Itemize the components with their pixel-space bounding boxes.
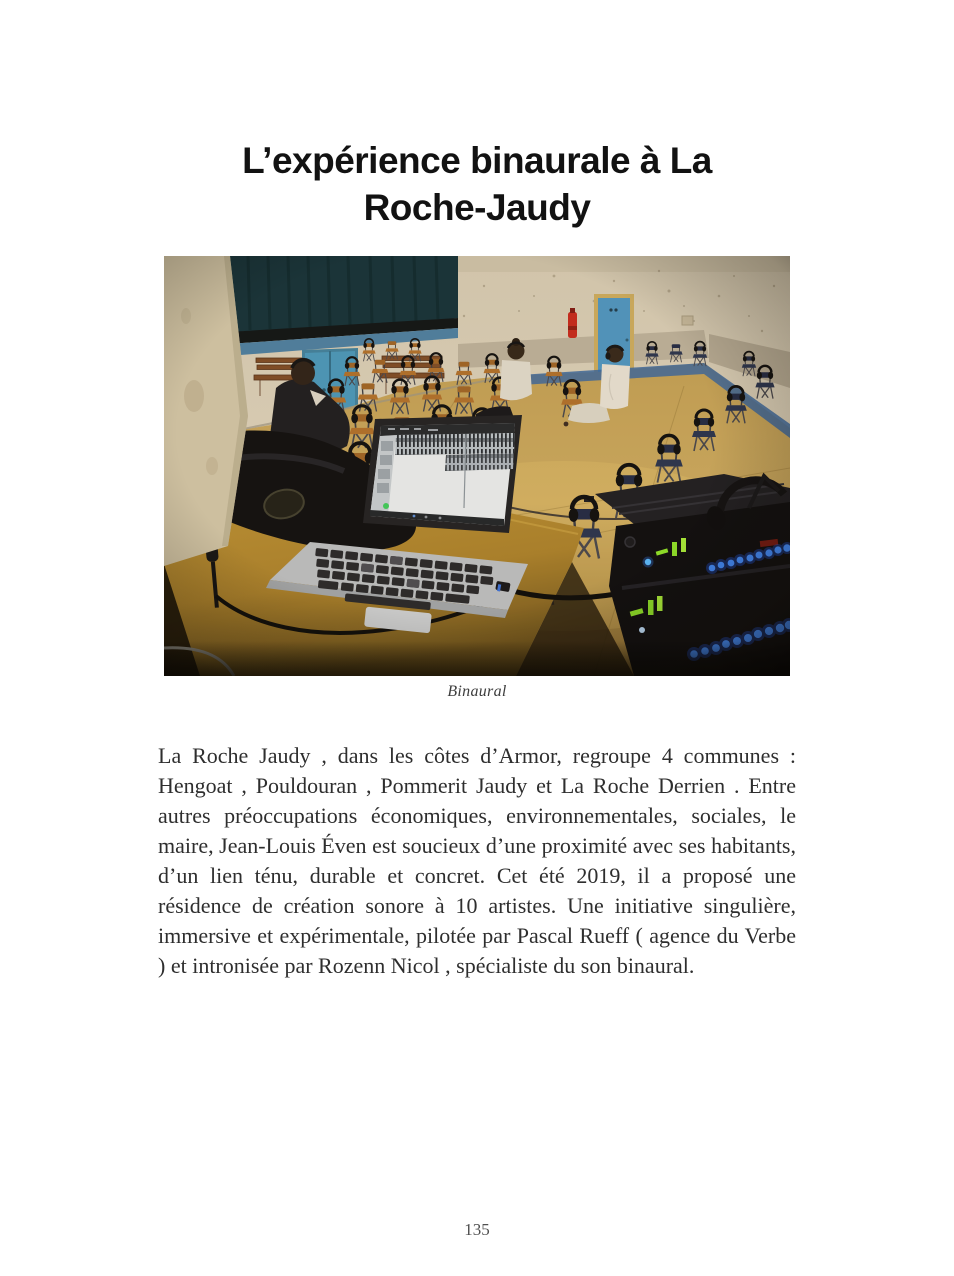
page-number: 135 [464,1220,490,1239]
figure [158,256,796,701]
page-title [0,25,954,231]
photo-caption: Binaural [447,682,507,700]
body-paragraph: La Roche Jaudy , dans les côtes d’Armor, regroupe 4 communes : Hengoat , Pouldouran , Pommerit Jaudy et La Roche Derrien . Entre autres préoccupations économiques, environnementales, sociales, le maire, Jean-Louis Éven est soucieux d’une proximité avec ses habitants, d’un lien ténu, durable et concret. Cet été 2019, il a proposé une résidence de création sonore à 10 artistes. Une initiative singulière, immersive et expérimentale, pilotée par Pascal Rueff ( agence du Verbe ) et intronisée par Rozenn Nicol , spécialiste du son binaural. [158,742,796,978]
title-line-1: L’expérience binaurale à La [242,139,712,181]
title-line-2: Roche-Jaudy [363,186,591,228]
hall-photo [164,256,790,676]
